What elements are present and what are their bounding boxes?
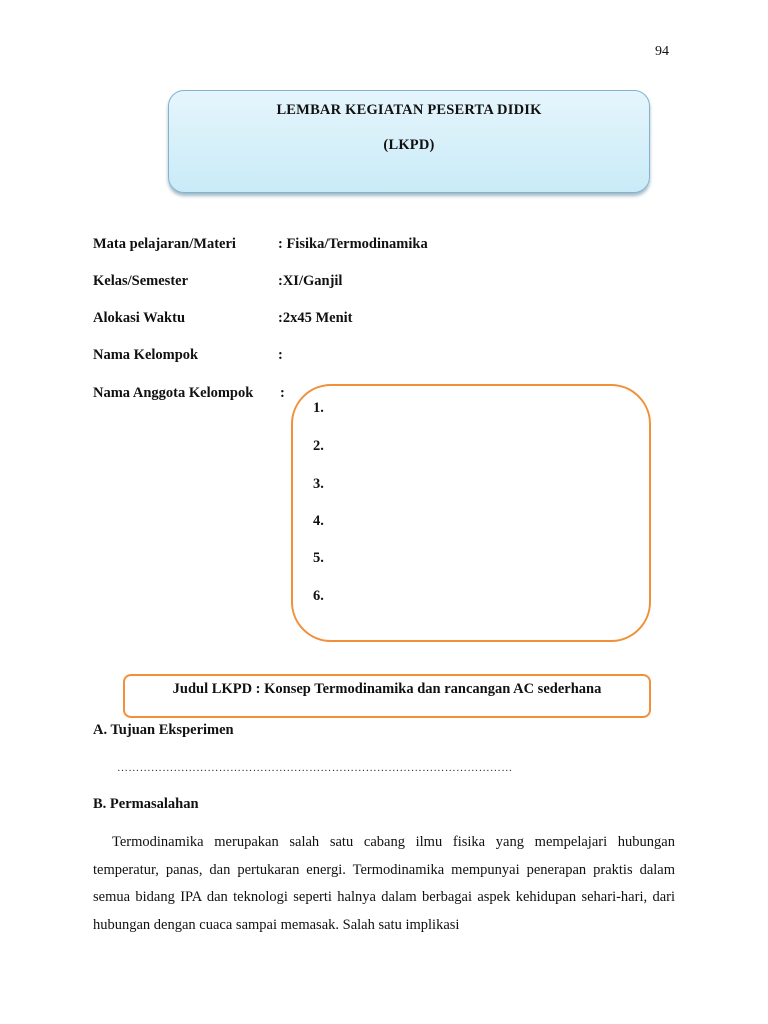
field-label-group: Nama Kelompok [93, 347, 199, 363]
field-label-time: Alokasi Waktu [93, 310, 186, 326]
field-value-members: : [280, 385, 285, 401]
member-number: 5. [313, 550, 324, 566]
page-number: 94 [655, 44, 669, 59]
member-number: 1. [313, 400, 324, 416]
document-title: LEMBAR KEGIATAN PESERTA DIDIK [276, 102, 542, 118]
member-number: 2. [313, 438, 324, 454]
title-box [168, 90, 650, 193]
section-b-heading: B. Permasalahan [93, 796, 199, 812]
field-label-members: Nama Anggota Kelompok [93, 385, 254, 401]
field-value-group: : [278, 347, 283, 363]
judul-box [123, 674, 651, 718]
members-box [291, 384, 651, 642]
member-number: 4. [313, 513, 324, 529]
field-label-subject: Mata pelajaran/Materi [93, 236, 236, 252]
field-value-class: :XI/Ganjil [278, 273, 343, 289]
field-value-time: :2x45 Menit [278, 310, 353, 326]
member-number: 6. [313, 588, 324, 604]
problem-paragraph: Termodinamika merupakan salah satu cabang ilmu fisika yang mempelajari hubungan temperatur, panas, dan pertukaran energi. Termodinamika mempunyai penerapan praktis dalam semua bidang IPA dan teknologi seperti halnya dalam berbagai aspek kehidupan sehari-hari, dari hubungan dengan cuaca sampai memasak. Salah satu implikasi [93, 834, 675, 933]
section-a-heading: A. Tujuan Eksperimen [93, 722, 234, 738]
member-number: 3. [313, 476, 324, 492]
document-subtitle: (LKPD) [383, 137, 435, 153]
answer-placeholder: …………………………………………………………………………………………… [117, 762, 513, 774]
judul-text: Judul LKPD : Konsep Termodinamika dan rancangan AC sederhana [172, 681, 602, 697]
field-value-subject: : Fisika/Termodinamika [278, 236, 428, 252]
field-label-class: Kelas/Semester [93, 273, 189, 289]
